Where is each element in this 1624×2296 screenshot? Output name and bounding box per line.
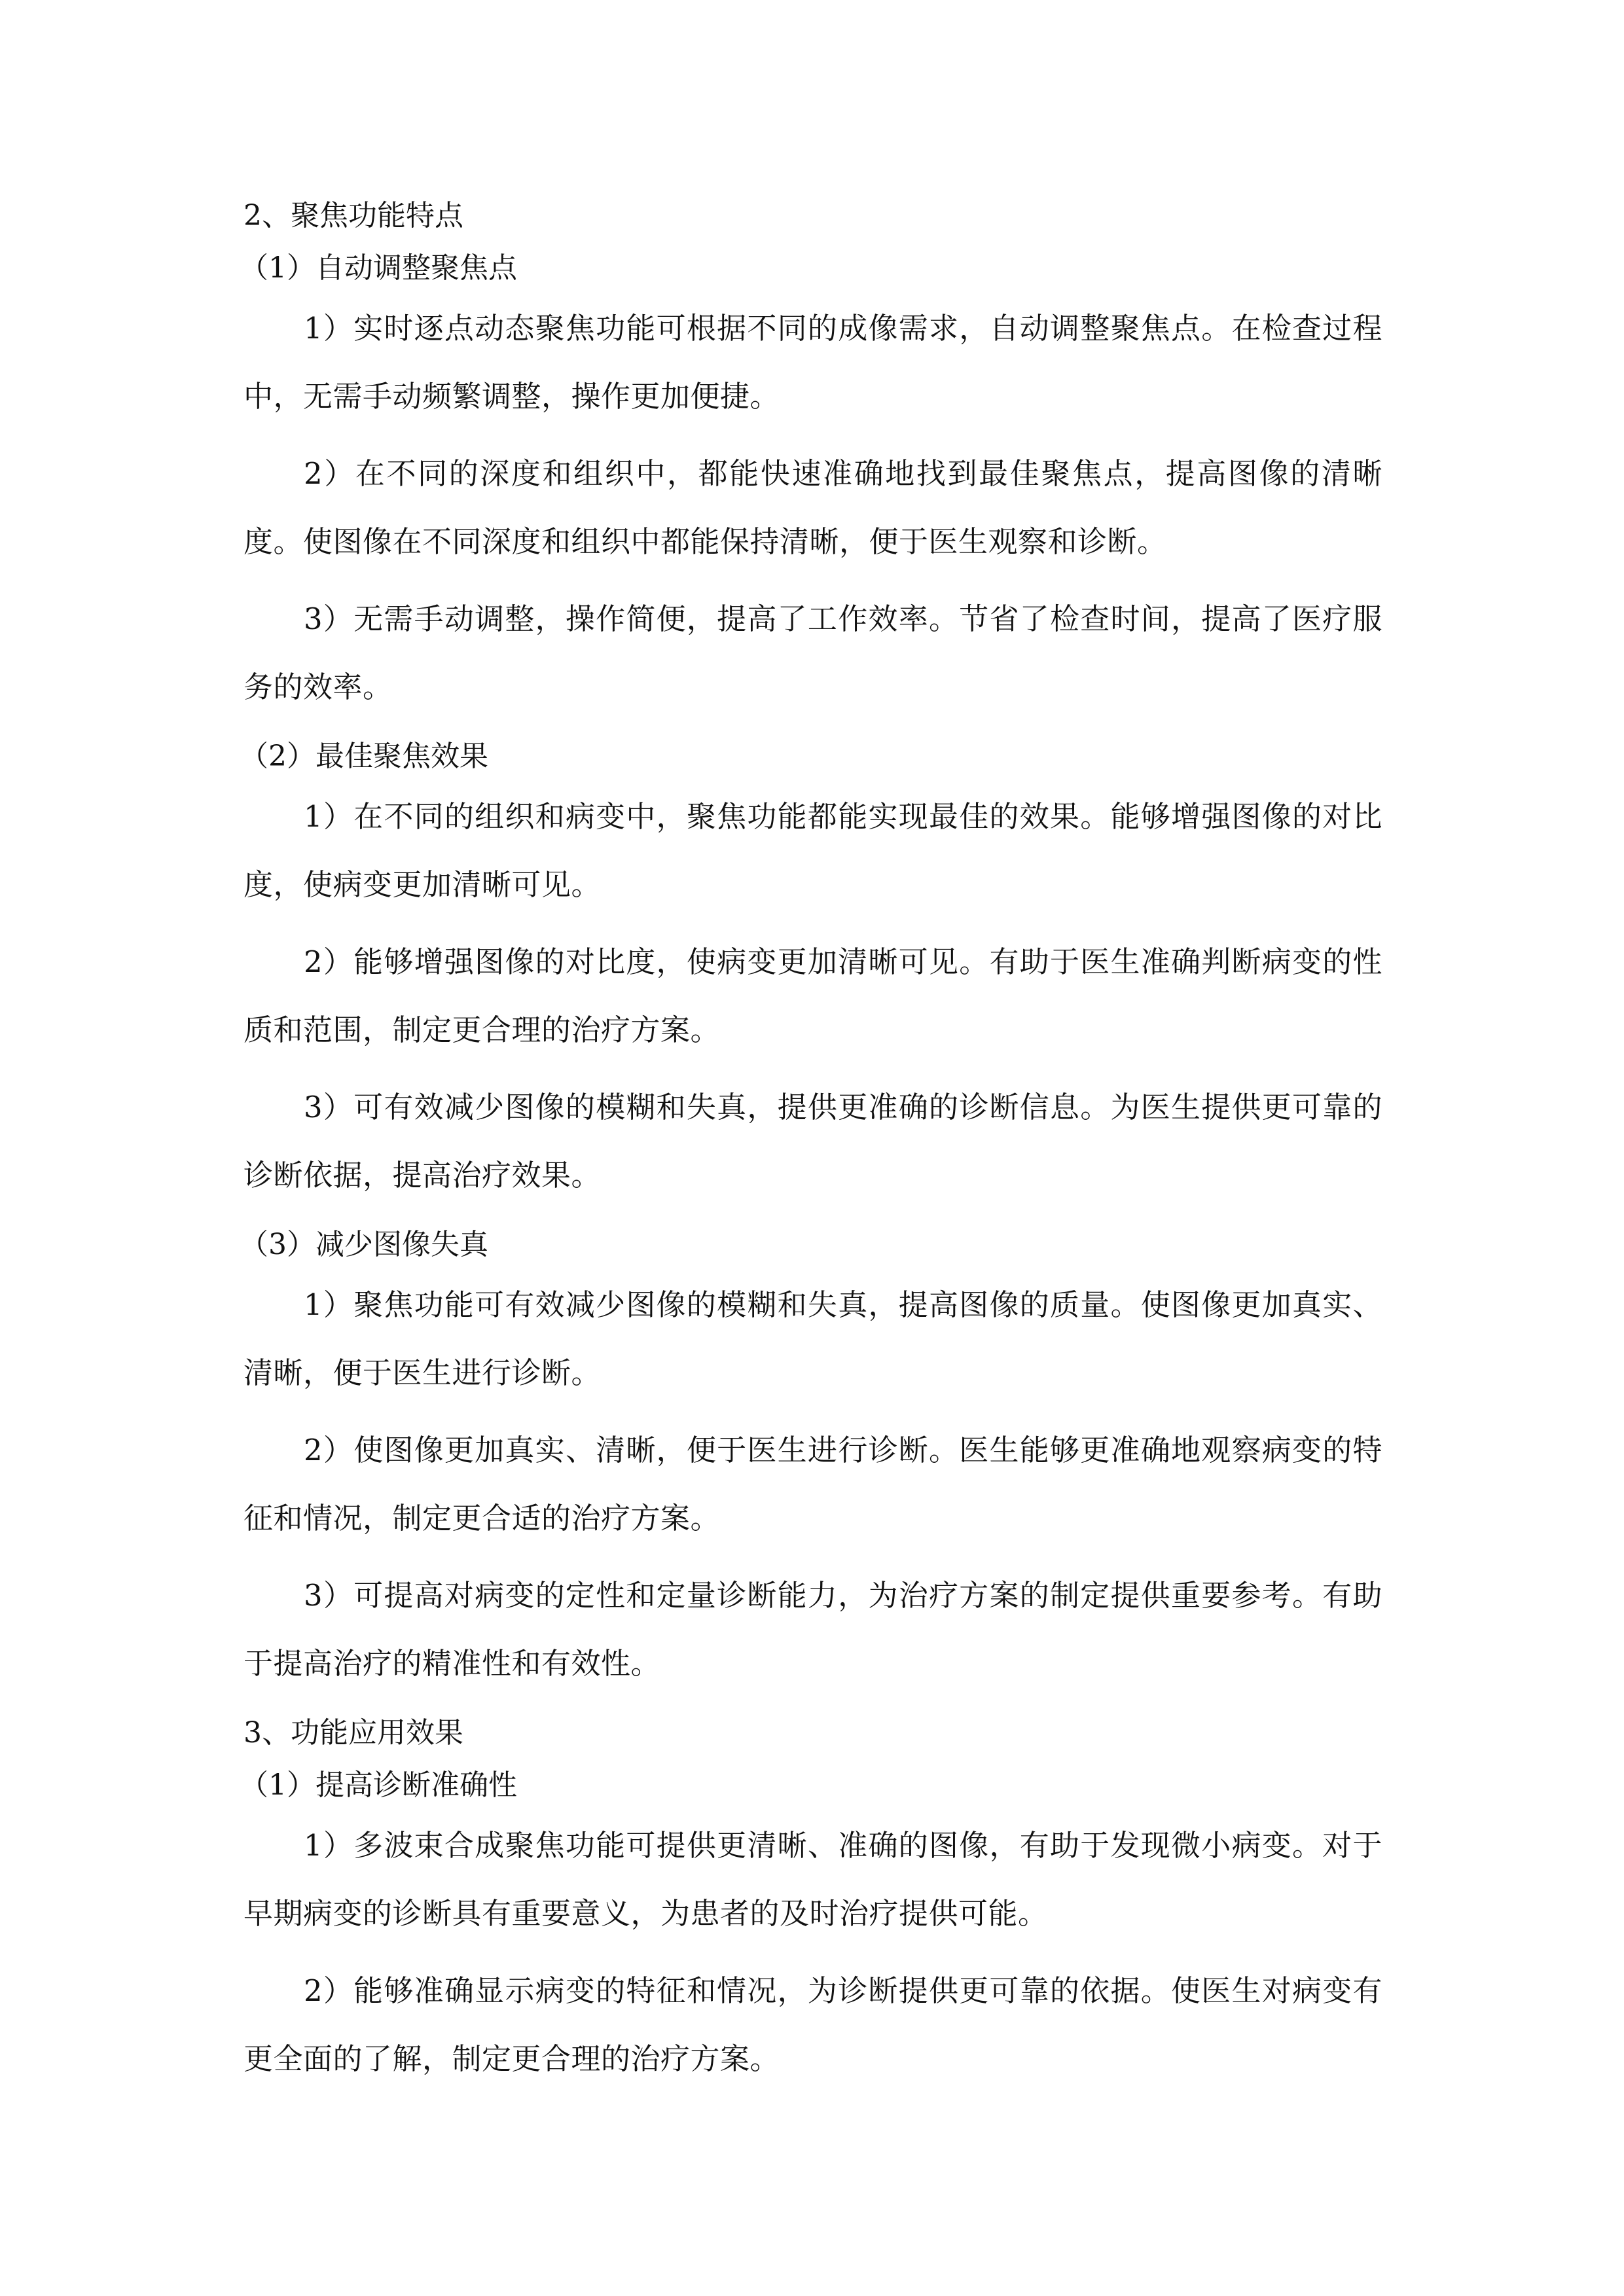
document-body — [240, 190, 1382, 2102]
paragraph: 1）多波束合成聚焦功能可提供更清晰、准确的图像，有助于发现微小病变。对于早期病变的诊断具有重要意义，为患者的及时治疗提供可能。 — [244, 1828, 1382, 1931]
paragraph: 2）在不同的深度和组织中，都能快速准确地找到最佳聚焦点，提高图像的清晰度。使图像在不同深度和组织中都能保持清晰，便于医生观察和诊断。 — [244, 456, 1382, 559]
subsection-title: （2）最佳聚焦效果 — [240, 740, 488, 773]
paragraph: 3）可有效减少图像的模糊和失真，提供更准确的诊断信息。为医生提供更可靠的诊断依据，提高治疗效果。 — [244, 1090, 1382, 1193]
paragraph: 1）聚焦功能可有效减少图像的模糊和失真，提高图像的质量。使图像更加真实、清晰，便于医生进行诊断。 — [244, 1287, 1382, 1390]
paragraph: 2）使图像更加真实、清晰，便于医生进行诊断。医生能够更准确地观察病变的特征和情况，制定更合适的治疗方案。 — [244, 1433, 1382, 1535]
paragraph: 1）在不同的组织和病变中，聚焦功能都能实现最佳的效果。能够增强图像的对比度，使病变更加清晰可见。 — [244, 799, 1382, 902]
paragraph: 1）实时逐点动态聚焦功能可根据不同的成像需求，自动调整聚焦点。在检查过程中，无需手动频繁调整，操作更加便捷。 — [244, 311, 1382, 414]
subsection-title: （3）减少图像失真 — [240, 1228, 488, 1261]
paragraph: 3）可提高对病变的定性和定量诊断能力，为治疗方案的制定提供重要参考。有助于提高治疗的精准性和有效性。 — [244, 1578, 1382, 1681]
subsection-title: （1）提高诊断准确性 — [240, 1768, 517, 1802]
subsection-title: （1）自动调整聚焦点 — [240, 251, 517, 285]
paragraph: 3）无需手动调整，操作简便，提高了工作效率。节省了检查时间，提高了医疗服务的效率。 — [244, 601, 1382, 704]
paragraph: 2）能够准确显示病变的特征和情况，为诊断提供更可靠的依据。使医生对病变有更全面的了解，制定更合理的治疗方案。 — [244, 1973, 1382, 2076]
paragraph: 2）能够增强图像的对比度，使病变更加清晰可见。有助于医生准确判断病变的性质和范围，制定更合理的治疗方案。 — [244, 944, 1382, 1047]
section-heading: 2、聚焦功能特点 — [244, 199, 463, 232]
section-heading: 3、功能应用效果 — [244, 1716, 463, 1749]
